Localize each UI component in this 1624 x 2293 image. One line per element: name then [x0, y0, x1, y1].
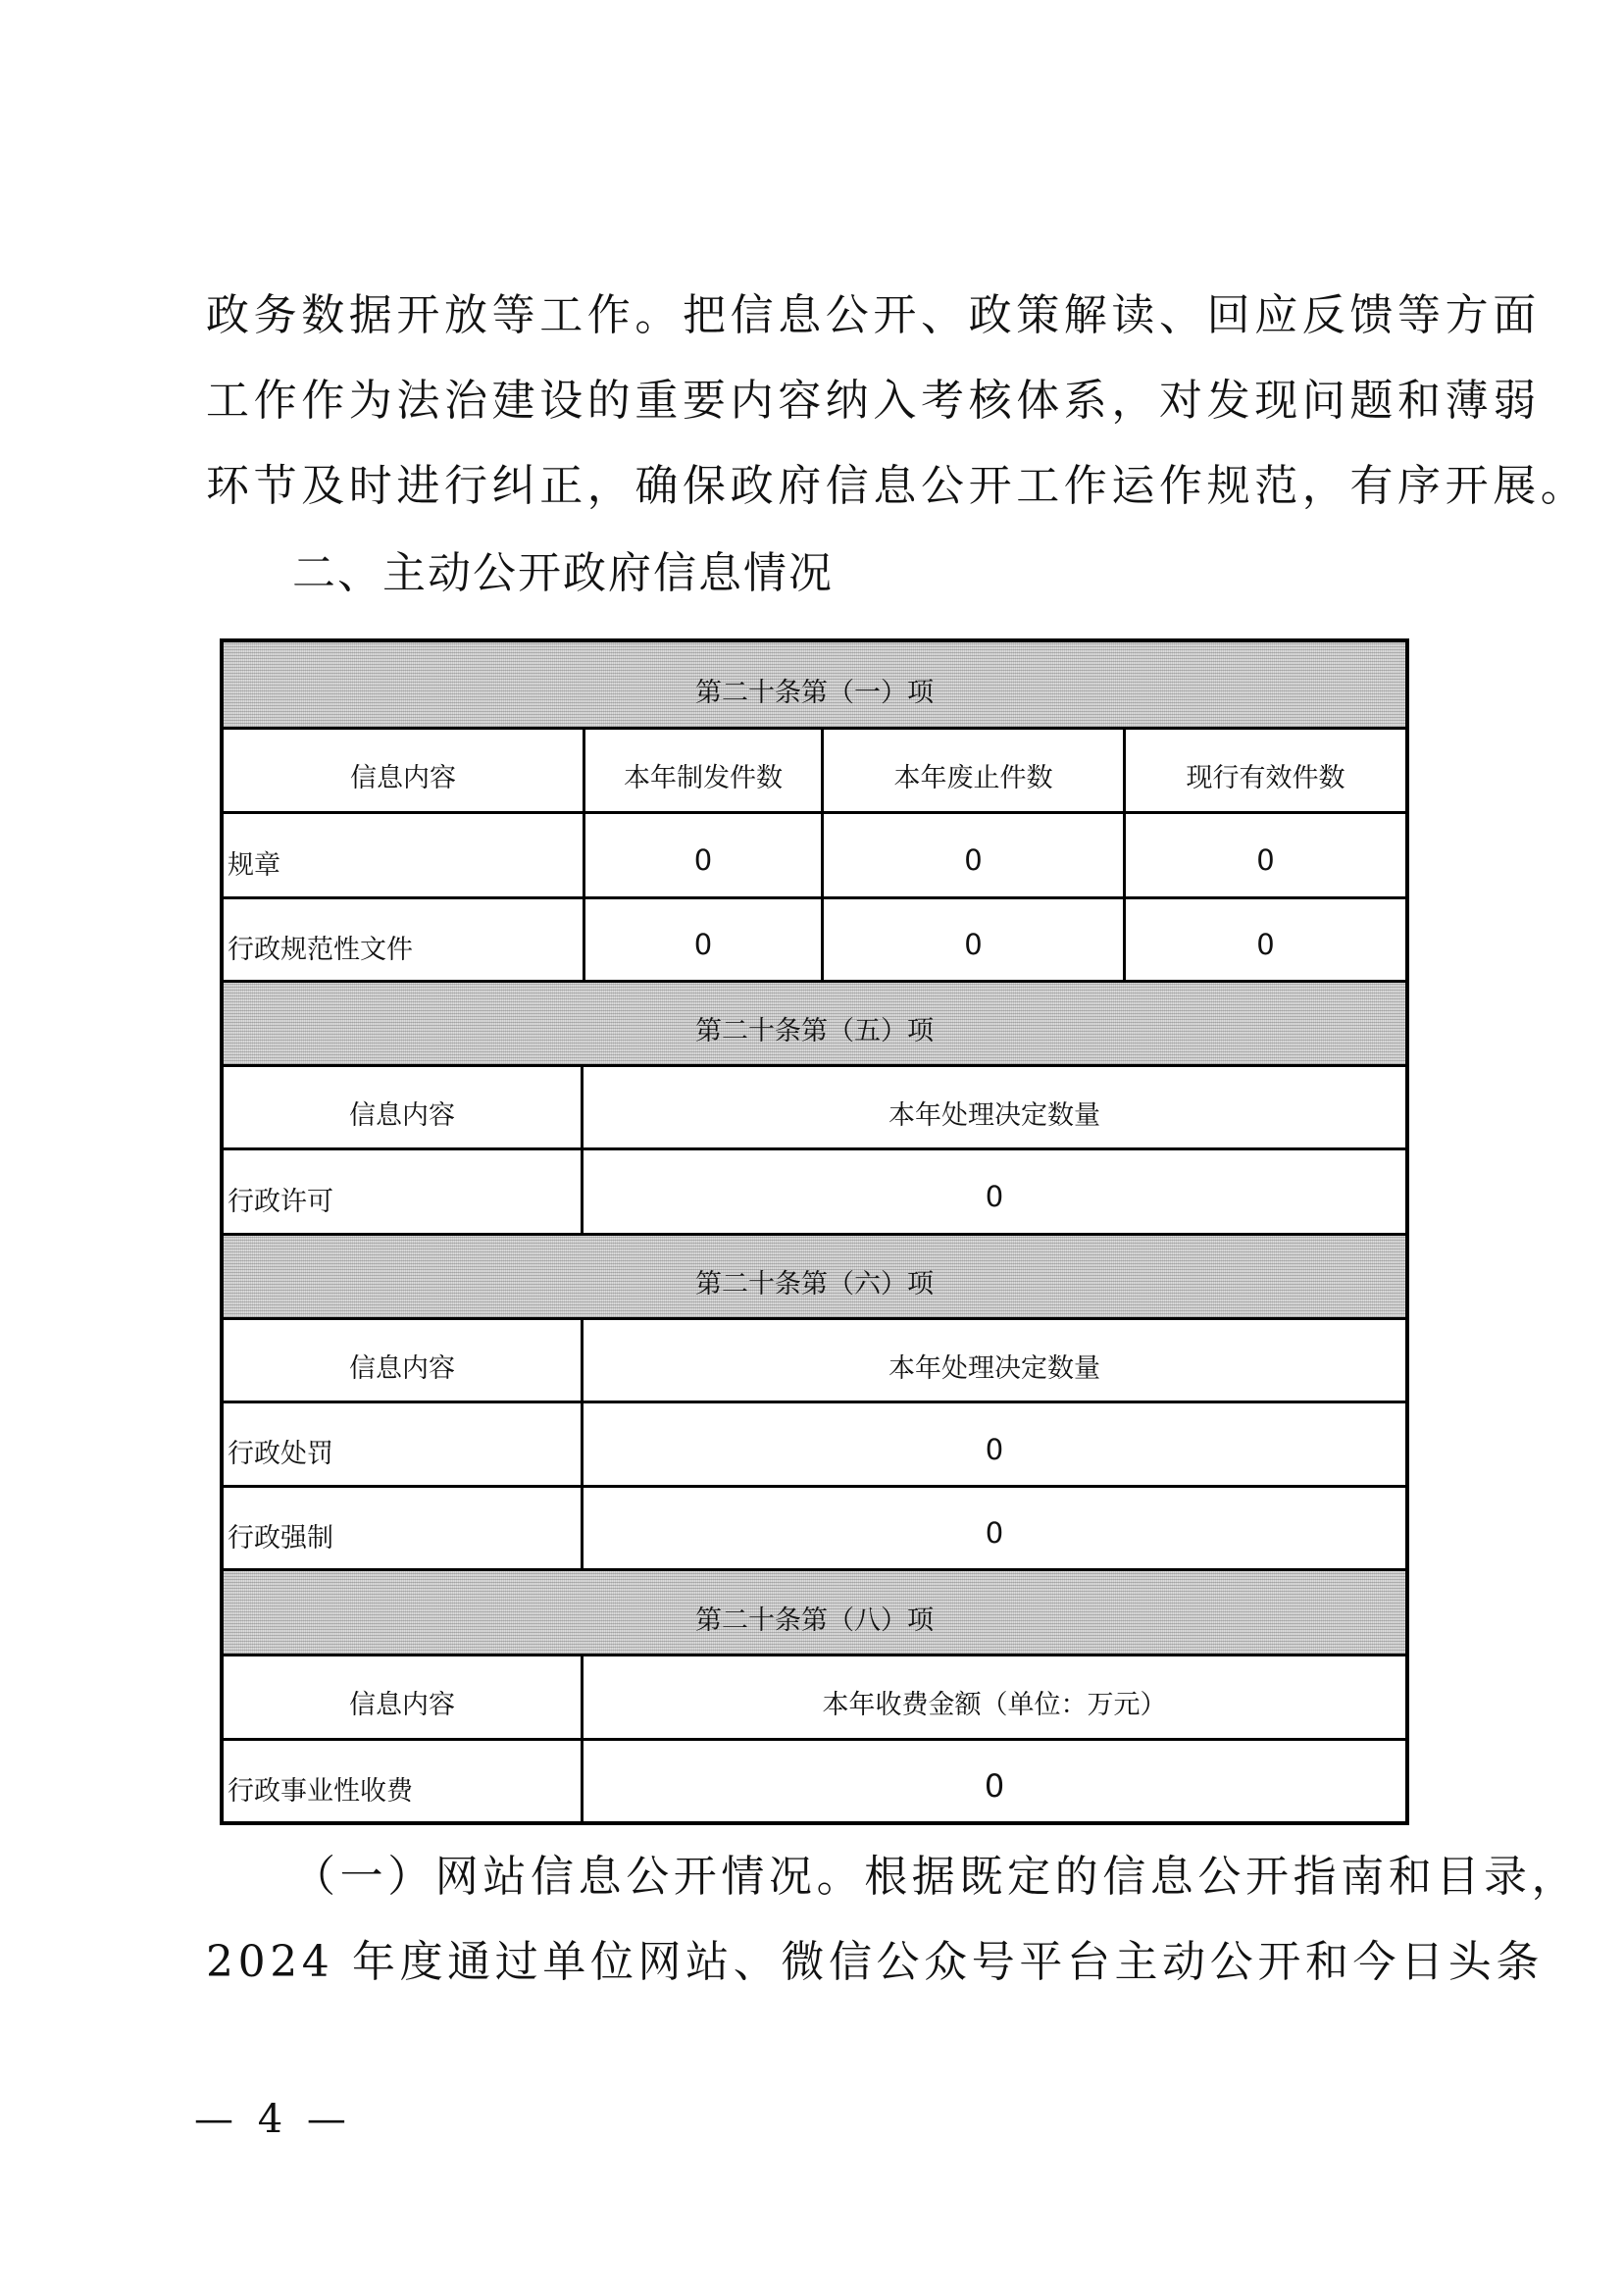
section-title-row: [224, 1568, 1405, 1654]
section-title-row: [224, 980, 1405, 1064]
cell-value: 0: [581, 1741, 1405, 1821]
column-header: 信息内容: [350, 763, 456, 793]
table-header-row: [224, 1317, 1405, 1401]
column-header: 现行有效件数: [1123, 730, 1405, 811]
row-label: 行政规范性文件: [228, 934, 413, 965]
table-row: [224, 1401, 1405, 1485]
row-label: 行政处罚: [228, 1439, 333, 1469]
row-label: 规章: [228, 849, 280, 881]
section-title: 第二十条第（六）项: [224, 1236, 1405, 1317]
column-header: 本年制发件数: [583, 730, 821, 811]
paragraph-line: 工作作为法治建设的重要内容纳入考核体系，对发现问题和薄弱: [206, 376, 1541, 426]
cell-value: 0: [583, 814, 821, 896]
row-label: 行政事业性收费: [228, 1775, 413, 1807]
table-row: [224, 1738, 1405, 1821]
intro-paragraph: [206, 273, 1589, 529]
column-header: 信息内容: [349, 1099, 455, 1131]
website-disclosure-paragraph: [206, 1834, 1580, 2005]
cell-value: 0: [821, 814, 1123, 896]
section-title: 第二十条第（八）项: [224, 1571, 1405, 1654]
disclosure-table: [220, 638, 1409, 1825]
column-header: 信息内容: [349, 1690, 455, 1720]
column-header: 本年处理决定数量: [581, 1067, 1405, 1147]
row-label: 行政强制: [228, 1522, 333, 1554]
table-row: [224, 896, 1405, 980]
paragraph-line: 环节及时进行纠正，确保政府信息公开工作运作规范，有序开展。: [206, 461, 1589, 511]
cell-value: 0: [583, 899, 821, 980]
table-row: [224, 1485, 1405, 1568]
table-header-row: [224, 1064, 1405, 1147]
section-title: 第二十条第（一）项: [224, 642, 1405, 727]
table-row: [224, 1147, 1405, 1233]
table-row: [224, 811, 1405, 896]
cell-value: 0: [1123, 899, 1405, 980]
column-header: 本年处理决定数量: [581, 1320, 1405, 1401]
table-header-row: [224, 1654, 1405, 1738]
cell-value: 0: [1123, 814, 1405, 896]
column-header: 本年收费金额（单位：万元）: [581, 1656, 1405, 1738]
section-title-row: [224, 642, 1405, 727]
cell-value: 0: [581, 1150, 1405, 1233]
cell-value: 0: [581, 1403, 1405, 1485]
paragraph-line: （一）网站信息公开情况。根据既定的信息公开指南和目录，: [292, 1852, 1580, 1902]
cell-value: 0: [581, 1488, 1405, 1568]
section-heading: 二、主动公开政府信息情况: [292, 548, 834, 598]
section-title: 第二十条第（五）项: [224, 983, 1405, 1064]
column-header: 本年废止件数: [821, 730, 1123, 811]
paragraph-line: 2024 年度通过单位网站、微信公众号平台主动公开和今日头条: [206, 1937, 1544, 1987]
row-label: 行政许可: [228, 1186, 333, 1217]
paragraph-line: 政务数据开放等工作。把信息公开、政策解读、回应反馈等方面: [206, 290, 1541, 340]
cell-value: 0: [821, 899, 1123, 980]
section-title-row: [224, 1233, 1405, 1317]
page-number: — 4 —: [194, 2097, 352, 2142]
column-header: 信息内容: [349, 1352, 455, 1384]
table-header-row: [224, 727, 1405, 811]
